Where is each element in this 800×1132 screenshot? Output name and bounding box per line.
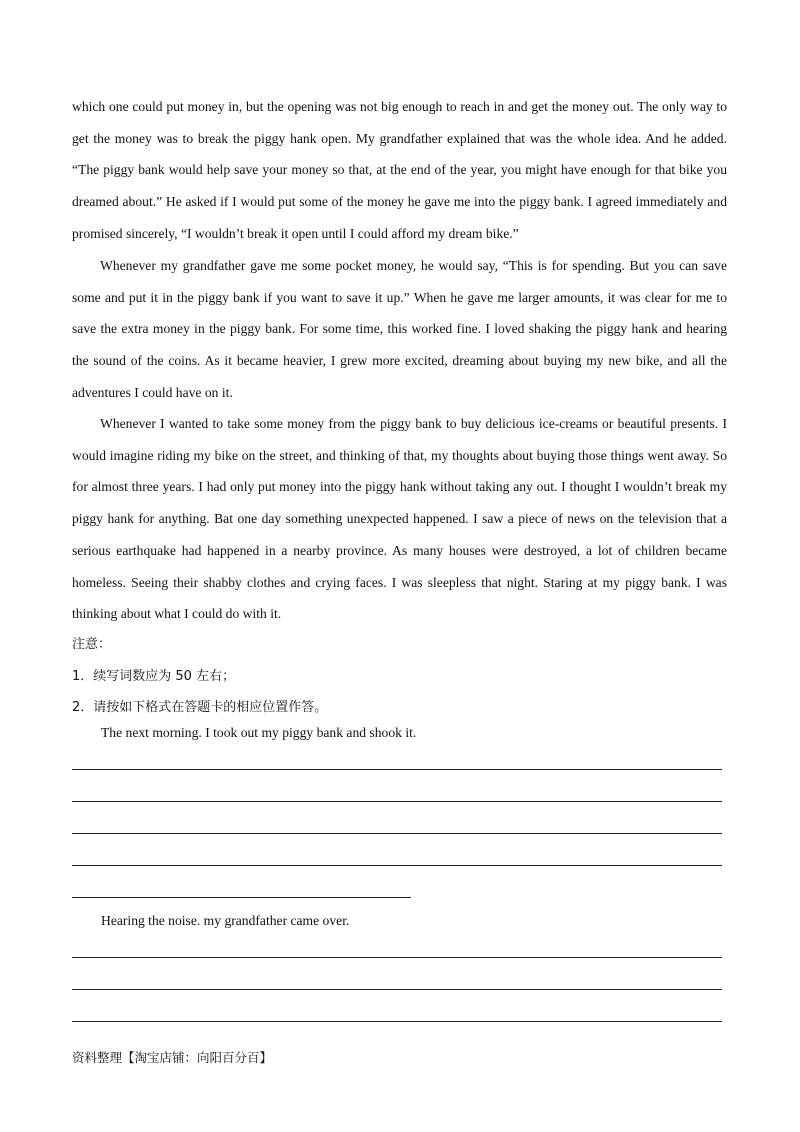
continuation-prompt-1: The next morning. I took out my piggy bank and shook it. [101,725,417,740]
answer-line[interactable] [72,801,722,802]
footer-source: 资料整理【淘宝店铺：向阳百分百】 [72,1050,273,1065]
notes-item-1: 1．续写词数应为 50 左右； [72,669,236,684]
answer-line-short[interactable] [72,897,411,898]
answer-line[interactable] [72,1021,722,1022]
notes-item-2: 2．请按如下格式在答题卡的相应位置作答。 [72,700,328,715]
answer-line[interactable] [72,989,722,990]
story-paragraph-1: which one could put money in, but the opening was not big enough to reach in and get the money out. The only way to get the money was to break the piggy hank open. My grandfather explained that was the whole idea. And he added. “The piggy bank would help save your money so that, at the end of the year, you might have enough for that bike you dreamed about.” He asked if I would put some of the money he gave me into the piggy bank. I agreed immediately and promised sincerely, “I wouldn’t break it open until I could afford my dream bike.” [72,99,727,241]
answer-line[interactable] [72,957,722,958]
continuation-prompt-2: Hearing the noise. my grandfather came over. [101,913,350,928]
answer-line[interactable] [72,833,722,834]
answer-line[interactable] [72,865,722,866]
answer-line[interactable] [72,769,722,770]
notes-heading: 注意： [72,637,112,652]
story-paragraph-3: Whenever I wanted to take some money from the piggy bank to buy delicious ice-creams or beautiful presents. I would imagine riding my bike on the street, and thinking of that, my thoughts about buying those things went away. So for almost three years. I had only put money into the piggy hank without taking any out. I thought I wouldn’t break my piggy hank for anything. Bat one day something unexpected happened. I saw a piece of news on the television that a serious earthquake had happened in a nearby province. As many houses were destroyed, a lot of children became homeless. Seeing their shabby clothes and crying faces. I was sleepless that night. Staring at my piggy bank. I was thinking about what I could do with it. [72,416,727,622]
story-paragraph-2: Whenever my grandfather gave me some pocket money, he would say, “This is for spending. But you can save some and put it in the piggy bank if you want to save it up.” When he gave me larger amounts, it was clear for me to save the extra money in the piggy bank. For some time, this worked fine. I loved shaking the piggy hank and hearing the sound of the coins. As it became heavier, I grew more excited, dreaming about buying my new bike, and all the adventures I could have on it. [72,258,727,400]
